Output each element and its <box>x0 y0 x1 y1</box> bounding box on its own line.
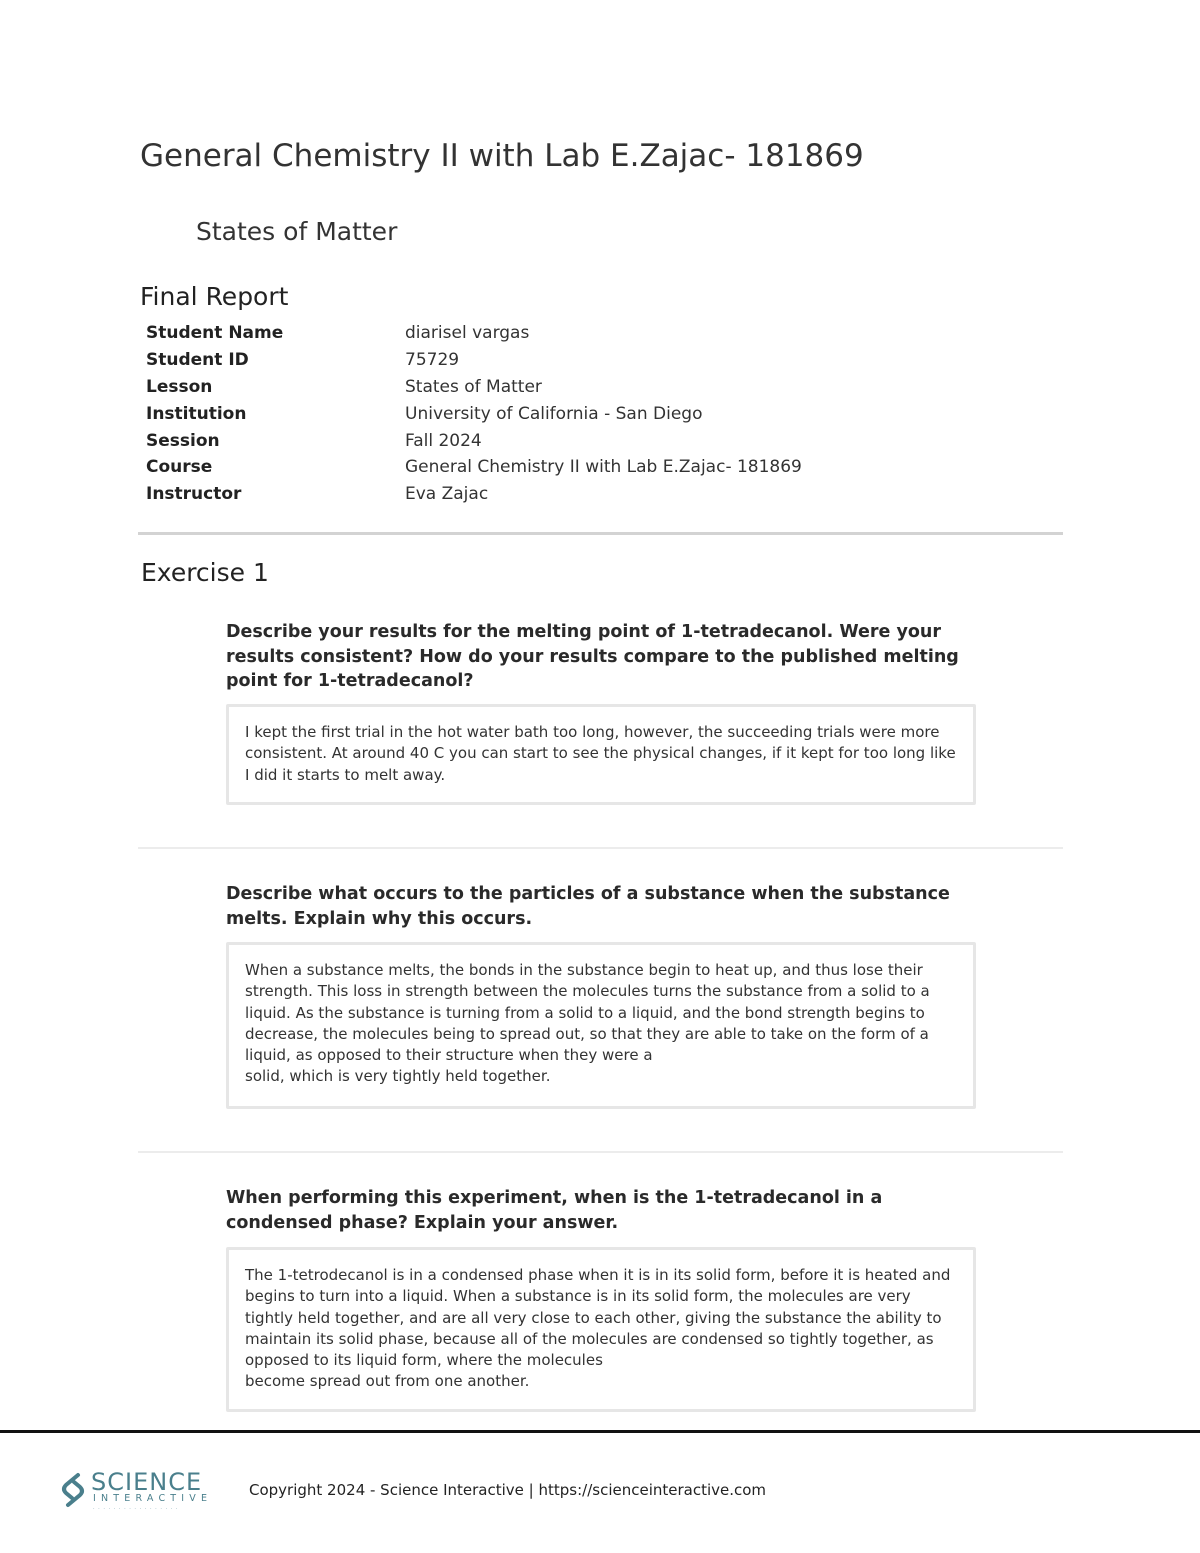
course-title: General Chemistry II with Lab E.Zajac- 181869 <box>140 138 864 174</box>
section-divider <box>138 532 1063 535</box>
info-label: Session <box>146 430 220 451</box>
footer-rule <box>0 1430 1200 1433</box>
info-value: General Chemistry II with Lab E.Zajac- 181869 <box>405 457 802 478</box>
info-row-session <box>146 427 802 454</box>
info-label: Instructor <box>146 484 242 505</box>
answer-text: solid, which is very tightly held together. <box>245 1067 551 1086</box>
question-2: Describe what occurs to the particles of a substance when the substance melts. Explain why this occurs. <box>226 884 950 929</box>
info-value: Eva Zajac <box>405 484 489 505</box>
info-row-student-name <box>146 320 802 347</box>
report-title: Final Report <box>140 282 289 311</box>
logo-subword: INTERACTIVE <box>93 1493 213 1504</box>
answer-box-2 <box>226 942 976 1109</box>
info-row-student-id <box>146 347 802 374</box>
info-row-instructor <box>146 481 802 508</box>
answer-text: become spread out from one another. <box>245 1372 530 1391</box>
info-label: Course <box>146 457 213 478</box>
answer-text: I kept the first trial in the hot water bath too long, however, the succeeding trials were more consistent. At around 40 C you can start to see the physical changes, if it kept for too long like I did it starts to melt away. <box>245 723 956 784</box>
info-row-course <box>146 454 802 481</box>
info-label: Institution <box>146 403 247 424</box>
info-value: diarisel vargas <box>405 323 530 344</box>
answer-box-1 <box>226 704 976 805</box>
question-separator <box>138 847 1063 849</box>
info-label: Student ID <box>146 350 249 371</box>
info-label: Lesson <box>146 376 213 397</box>
info-row-institution <box>146 400 802 427</box>
logo-word: SCIENCE <box>91 1468 203 1496</box>
info-row-lesson <box>146 374 802 401</box>
lesson-title: States of Matter <box>196 217 398 246</box>
question-3: When performing this experiment, when is the 1-tetradecanol in a condensed phase? Explain your answer. <box>226 1188 883 1233</box>
question-1: Describe your results for the melting point of 1-tetradecanol. Were your results consistent? How do your results compare to the published melting point for 1-tetradecanol? <box>226 622 959 691</box>
exercise-title: Exercise 1 <box>141 558 269 587</box>
copyright-text: Copyright 2024 - Science Interactive | https://scienceinteractive.com <box>249 1481 767 1499</box>
answer-box-3 <box>226 1247 976 1412</box>
question-separator <box>138 1151 1063 1153</box>
info-value: 75729 <box>405 350 460 371</box>
logo-mark-icon <box>58 1470 88 1510</box>
info-label: Student Name <box>146 323 284 344</box>
answer-text: The 1-tetrodecanol is in a condensed phase when it is in its solid form, before it is heated and begins to turn into a liquid. When a substance is in its solid form, the molecules are very tightly held together, and are all very close to each other, giving the substance the ability to maintain its solid phase, because all of the molecules are condensed so tightly together, as opposed to its liquid form, where the molecules <box>245 1266 951 1370</box>
science-interactive-logo <box>58 1468 213 1516</box>
answer-text: When a substance melts, the bonds in the substance begin to heat up, and thus lose their strength. This loss in strength between the molecules turns the substance from a solid to a liquid. As the substance is turning from a solid to a liquid, and the bond strength begins to decrease, the molecules being to spread out, so that they are able to take on the form of a liquid, as opposed to their structure when they were a <box>245 961 930 1065</box>
logo-tagline: · · · · · · · · · · · · · · · · · <box>93 1506 179 1512</box>
info-value: States of Matter <box>405 376 542 397</box>
info-value: University of California - San Diego <box>405 403 703 424</box>
student-info-table <box>146 320 802 508</box>
info-value: Fall 2024 <box>405 430 482 451</box>
